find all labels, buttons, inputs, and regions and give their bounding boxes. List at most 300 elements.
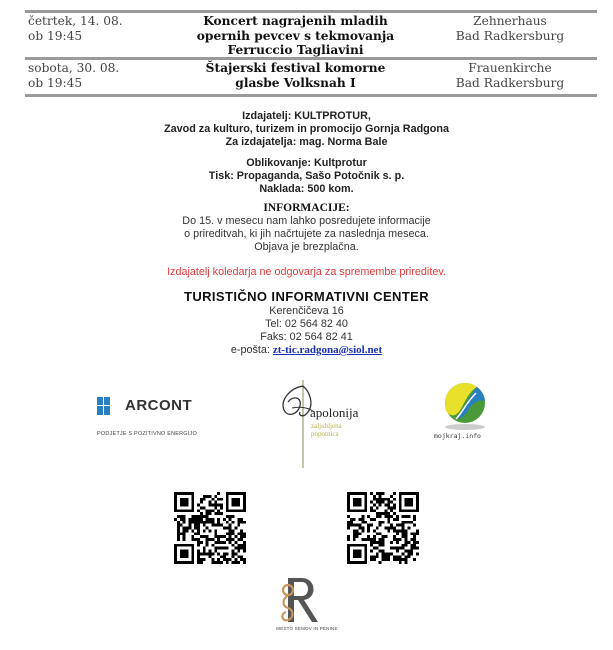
qr-module: [186, 550, 189, 553]
qr-module: [399, 495, 402, 498]
qr-module: [350, 492, 353, 495]
qr-module: [197, 558, 200, 561]
qr-module: [376, 506, 379, 509]
qr-module: [209, 501, 212, 504]
qr-module: [188, 509, 191, 512]
qr-module: [405, 561, 408, 564]
qr-module: [356, 552, 359, 555]
qr-module: [203, 515, 206, 518]
qr-module: [226, 501, 229, 504]
qr-module: [359, 509, 362, 512]
qr-module: [177, 492, 180, 495]
qr-module: [229, 527, 232, 530]
qr-module: [364, 538, 367, 541]
qr-module: [191, 547, 194, 550]
qr-module: [402, 509, 405, 512]
qr-module: [177, 509, 180, 512]
qr-module: [410, 504, 413, 507]
qr-module: [226, 561, 229, 564]
qr-module: [200, 552, 203, 555]
qr-module: [180, 555, 183, 558]
qr-module: [186, 509, 189, 512]
qr-module: [373, 555, 376, 558]
qr-code-left[interactable]: [174, 492, 246, 564]
qr-module: [186, 544, 189, 547]
qr-module: [243, 495, 246, 498]
qr-module: [180, 552, 183, 555]
qr-module: [214, 561, 217, 564]
apolonija-sub1: zaljubljena: [311, 422, 342, 430]
qr-module: [177, 521, 180, 524]
qr-module: [359, 524, 362, 527]
qr-module: [370, 544, 373, 547]
qr-module: [373, 558, 376, 561]
qr-module: [209, 552, 212, 555]
qr-module: [405, 538, 408, 541]
qr-module: [361, 561, 364, 564]
qr-module: [197, 527, 200, 530]
qr-module: [356, 535, 359, 538]
qr-module: [390, 547, 393, 550]
qr-module: [367, 529, 370, 532]
qr-module: [405, 529, 408, 532]
qr-module: [174, 509, 177, 512]
qr-module: [211, 558, 214, 561]
qr-module: [379, 544, 382, 547]
qr-module: [194, 532, 197, 535]
qr-module: [237, 498, 240, 501]
qr-module: [393, 512, 396, 515]
qr-module: [402, 544, 405, 547]
qr-module: [217, 547, 220, 550]
qr-module: [359, 492, 362, 495]
qr-module: [243, 521, 246, 524]
design-line: Oblikovanje: Kultprotur: [246, 157, 367, 169]
qr-module: [243, 561, 246, 564]
qr-module: [379, 504, 382, 507]
qr-module: [387, 552, 390, 555]
event-time: ob 19:45: [28, 75, 83, 90]
qr-module: [353, 501, 356, 504]
qr-module: [370, 524, 373, 527]
tic-fax: Faks: 02 564 82 41: [260, 331, 353, 343]
qr-module: [243, 501, 246, 504]
qr-module: [370, 555, 373, 558]
qr-module: [353, 544, 356, 547]
qr-module: [393, 555, 396, 558]
qr-module: [240, 509, 243, 512]
qr-module: [226, 492, 229, 495]
qr-module: [194, 521, 197, 524]
qr-module: [197, 538, 200, 541]
qr-module: [370, 518, 373, 521]
qr-module: [347, 555, 350, 558]
qr-module: [387, 527, 390, 530]
qr-module: [203, 535, 206, 538]
qr-module: [382, 501, 385, 504]
qr-module: [405, 498, 408, 501]
qr-module: [356, 504, 359, 507]
qr-module: [234, 504, 237, 507]
qr-module: [232, 515, 235, 518]
qr-module: [347, 521, 350, 524]
qr-module: [407, 550, 410, 553]
qr-module: [220, 535, 223, 538]
information-line: o prireditvah, ki jih načrtujete za naslednja meseca.: [184, 228, 429, 240]
qr-module: [353, 552, 356, 555]
qr-module: [217, 518, 220, 521]
apolonija-sub2: popotnica: [311, 430, 339, 438]
qr-module: [183, 498, 186, 501]
qr-module: [387, 518, 390, 521]
qr-module: [359, 561, 362, 564]
qr-module: [370, 492, 373, 495]
qr-module: [393, 538, 396, 541]
qr-module: [396, 518, 399, 521]
qr-module: [211, 509, 214, 512]
qr-module: [183, 555, 186, 558]
qr-module: [347, 524, 350, 527]
qr-module: [217, 504, 220, 507]
event-city: Bad Radkersburg: [455, 75, 565, 90]
qr-module: [174, 547, 177, 550]
qr-module: [174, 501, 177, 504]
qr-module: [206, 527, 209, 530]
qr-module: [396, 538, 399, 541]
qr-module: [361, 521, 364, 524]
qr-module: [364, 544, 367, 547]
qr-module: [217, 509, 220, 512]
qr-module: [356, 509, 359, 512]
arcont-logo: [97, 395, 207, 445]
qr-module: [410, 544, 413, 547]
qr-module: [214, 532, 217, 535]
qr-module: [211, 561, 214, 564]
qr-module: [234, 535, 237, 538]
qr-module: [367, 527, 370, 530]
qr-module: [393, 535, 396, 538]
qr-module: [188, 527, 191, 530]
qr-module: [197, 541, 200, 544]
qr-module: [180, 550, 183, 553]
qr-module: [188, 524, 191, 527]
qr-module: [197, 550, 200, 553]
qr-module: [186, 529, 189, 532]
qr-module: [393, 492, 396, 495]
event-title: [178, 61, 413, 94]
qr-module: [183, 529, 186, 532]
qr-module: [223, 558, 226, 561]
qr-module: [243, 498, 246, 501]
qr-module: [347, 506, 350, 509]
qr-module: [186, 527, 189, 530]
qr-module: [217, 524, 220, 527]
qr-module: [370, 541, 373, 544]
qr-module: [399, 538, 402, 541]
qr-module: [174, 498, 177, 501]
event-title-line: opernih pevcev s tekmovanja: [196, 28, 395, 43]
qr-module: [180, 492, 183, 495]
qr-module: [200, 561, 203, 564]
qr-module: [359, 532, 362, 535]
qr-module: [393, 527, 396, 530]
event-venue: Zehnerhaus: [473, 14, 547, 28]
qr-module: [416, 541, 419, 544]
window-icon: [97, 397, 110, 415]
qr-module: [364, 495, 367, 498]
qr-module: [382, 544, 385, 547]
qr-module: [229, 529, 232, 532]
qr-module: [367, 538, 370, 541]
qr-module: [396, 529, 399, 532]
qr-module: [243, 492, 246, 495]
qr-module: [191, 501, 194, 504]
information-heading: INFORMACIJE:: [263, 202, 350, 214]
publisher-line: Zavod za kulturo, turizem in promocijo Gornja Radgona: [164, 123, 449, 135]
qr-module: [405, 501, 408, 504]
qr-module: [223, 518, 226, 521]
qr-module: [416, 547, 419, 550]
qr-module: [347, 538, 350, 541]
qr-module: [353, 524, 356, 527]
qr-module: [203, 547, 206, 550]
qr-module: [373, 498, 376, 501]
qr-module: [183, 561, 186, 564]
qr-module: [384, 558, 387, 561]
qr-module: [413, 509, 416, 512]
qr-module: [203, 552, 206, 555]
qr-module: [234, 492, 237, 495]
qr-module: [200, 518, 203, 521]
qr-module: [191, 515, 194, 518]
qr-module: [361, 515, 364, 518]
qr-module: [364, 509, 367, 512]
qr-module: [364, 498, 367, 501]
qr-module: [361, 518, 364, 521]
qr-module: [402, 521, 405, 524]
qr-module: [180, 515, 183, 518]
qr-module: [180, 504, 183, 507]
information-line: Objava je brezplačna.: [254, 241, 359, 253]
qr-module: [407, 521, 410, 524]
circulation-line: Naklada: 500 kom.: [259, 183, 354, 195]
apolonija-logo: [270, 378, 365, 470]
event-location: [413, 61, 597, 94]
qr-module: [359, 518, 362, 521]
qr-module: [229, 492, 232, 495]
qr-module: [220, 512, 223, 515]
qr-module: [177, 535, 180, 538]
qr-code-right[interactable]: [347, 492, 419, 564]
qr-module: [203, 550, 206, 553]
qr-module: [364, 501, 367, 504]
qr-module: [353, 532, 356, 535]
qr-module: [183, 504, 186, 507]
qr-module: [234, 501, 237, 504]
qr-module: [364, 504, 367, 507]
qr-module: [229, 515, 232, 518]
qr-module: [200, 535, 203, 538]
qr-module: [197, 532, 200, 535]
qr-module: [220, 547, 223, 550]
qr-module: [183, 552, 186, 555]
qr-module: [206, 512, 209, 515]
qr-module: [243, 541, 246, 544]
qr-module: [356, 529, 359, 532]
qr-module: [234, 552, 237, 555]
qr-module: [402, 547, 405, 550]
qr-module: [209, 555, 212, 558]
qr-module: [214, 529, 217, 532]
qr-module: [237, 561, 240, 564]
qr-module: [413, 515, 416, 518]
qr-module: [353, 509, 356, 512]
qr-module: [200, 506, 203, 509]
event-row: [25, 13, 597, 57]
qr-module: [407, 555, 410, 558]
qr-module: [180, 509, 183, 512]
qr-module: [232, 544, 235, 547]
qr-module: [217, 535, 220, 538]
qr-module: [211, 518, 214, 521]
qr-module: [407, 504, 410, 507]
qr-module: [191, 561, 194, 564]
tic-address: Kerenčičeva 16: [269, 305, 344, 317]
qr-module: [240, 558, 243, 561]
qr-module: [226, 547, 229, 550]
qr-module: [223, 555, 226, 558]
qr-module: [188, 521, 191, 524]
qr-module: [183, 535, 186, 538]
qr-module: [370, 509, 373, 512]
qr-module: [183, 515, 186, 518]
qr-module: [376, 552, 379, 555]
qr-module: [203, 495, 206, 498]
qr-module: [191, 504, 194, 507]
tic-email-label: e-pošta:: [230, 344, 273, 356]
qr-module: [243, 509, 246, 512]
qr-module: [226, 506, 229, 509]
event-date: četrtek, 14. 08.: [28, 14, 123, 28]
tic-email-line: [0, 344, 613, 357]
qr-module: [206, 515, 209, 518]
qr-module: [399, 506, 402, 509]
qr-module: [379, 561, 382, 564]
qr-module: [416, 492, 419, 495]
qr-module: [347, 504, 350, 507]
qr-module: [226, 515, 229, 518]
qr-module: [234, 541, 237, 544]
qr-module: [407, 552, 410, 555]
qr-module: [356, 498, 359, 501]
qr-module: [387, 529, 390, 532]
qr-module: [353, 538, 356, 541]
qr-module: [183, 518, 186, 521]
qr-module: [353, 529, 356, 532]
qr-module: [396, 558, 399, 561]
qr-module: [243, 532, 246, 535]
qr-module: [399, 524, 402, 527]
qr-module: [347, 544, 350, 547]
qr-module: [177, 527, 180, 530]
qr-module: [384, 512, 387, 515]
qr-module: [353, 518, 356, 521]
arcont-name: ARCONT: [125, 397, 193, 414]
qr-module: [390, 509, 393, 512]
qr-module: [405, 550, 408, 553]
qr-module: [232, 501, 235, 504]
qr-module: [367, 535, 370, 538]
qr-module: [197, 518, 200, 521]
event-city: Bad Radkersburg: [455, 28, 565, 43]
qr-module: [211, 521, 214, 524]
qr-module: [356, 492, 359, 495]
qr-module: [174, 495, 177, 498]
qr-module: [402, 524, 405, 527]
qr-module: [376, 501, 379, 504]
qr-module: [359, 552, 362, 555]
qr-module: [407, 509, 410, 512]
qr-module: [234, 561, 237, 564]
qr-module: [396, 555, 399, 558]
qr-module: [359, 544, 362, 547]
qr-module: [226, 509, 229, 512]
qr-module: [402, 558, 405, 561]
qr-module: [197, 555, 200, 558]
qr-module: [396, 550, 399, 553]
qr-module: [364, 550, 367, 553]
qr-module: [379, 538, 382, 541]
qr-module: [416, 498, 419, 501]
tic-email-link[interactable]: zt-tic.radgona@siol.net: [272, 344, 383, 356]
qr-module: [376, 532, 379, 535]
qr-module: [359, 501, 362, 504]
event-time: ob 19:45: [28, 28, 83, 43]
qr-module: [370, 506, 373, 509]
qr-module: [237, 501, 240, 504]
qr-module: [410, 532, 413, 535]
qr-module: [410, 521, 413, 524]
qr-module: [177, 544, 180, 547]
qr-module: [194, 527, 197, 530]
qr-module: [234, 558, 237, 561]
qr-module: [405, 558, 408, 561]
qr-module: [226, 538, 229, 541]
qr-module: [405, 541, 408, 544]
qr-module: [209, 538, 212, 541]
event-datetime: [25, 14, 178, 57]
qr-module: [416, 509, 419, 512]
design-block: [0, 157, 613, 196]
qr-module: [203, 558, 206, 561]
qr-module: [209, 550, 212, 553]
qr-module: [206, 509, 209, 512]
qr-module: [183, 527, 186, 530]
qr-module: [217, 552, 220, 555]
qr-module: [387, 501, 390, 504]
qr-module: [402, 535, 405, 538]
qr-module: [382, 550, 385, 553]
qr-module: [382, 558, 385, 561]
qr-module: [390, 495, 393, 498]
qr-module: [237, 544, 240, 547]
qr-module: [209, 521, 212, 524]
qr-module: [350, 524, 353, 527]
qr-module: [361, 544, 364, 547]
qr-module: [191, 555, 194, 558]
qr-module: [186, 501, 189, 504]
qr-module: [376, 527, 379, 530]
